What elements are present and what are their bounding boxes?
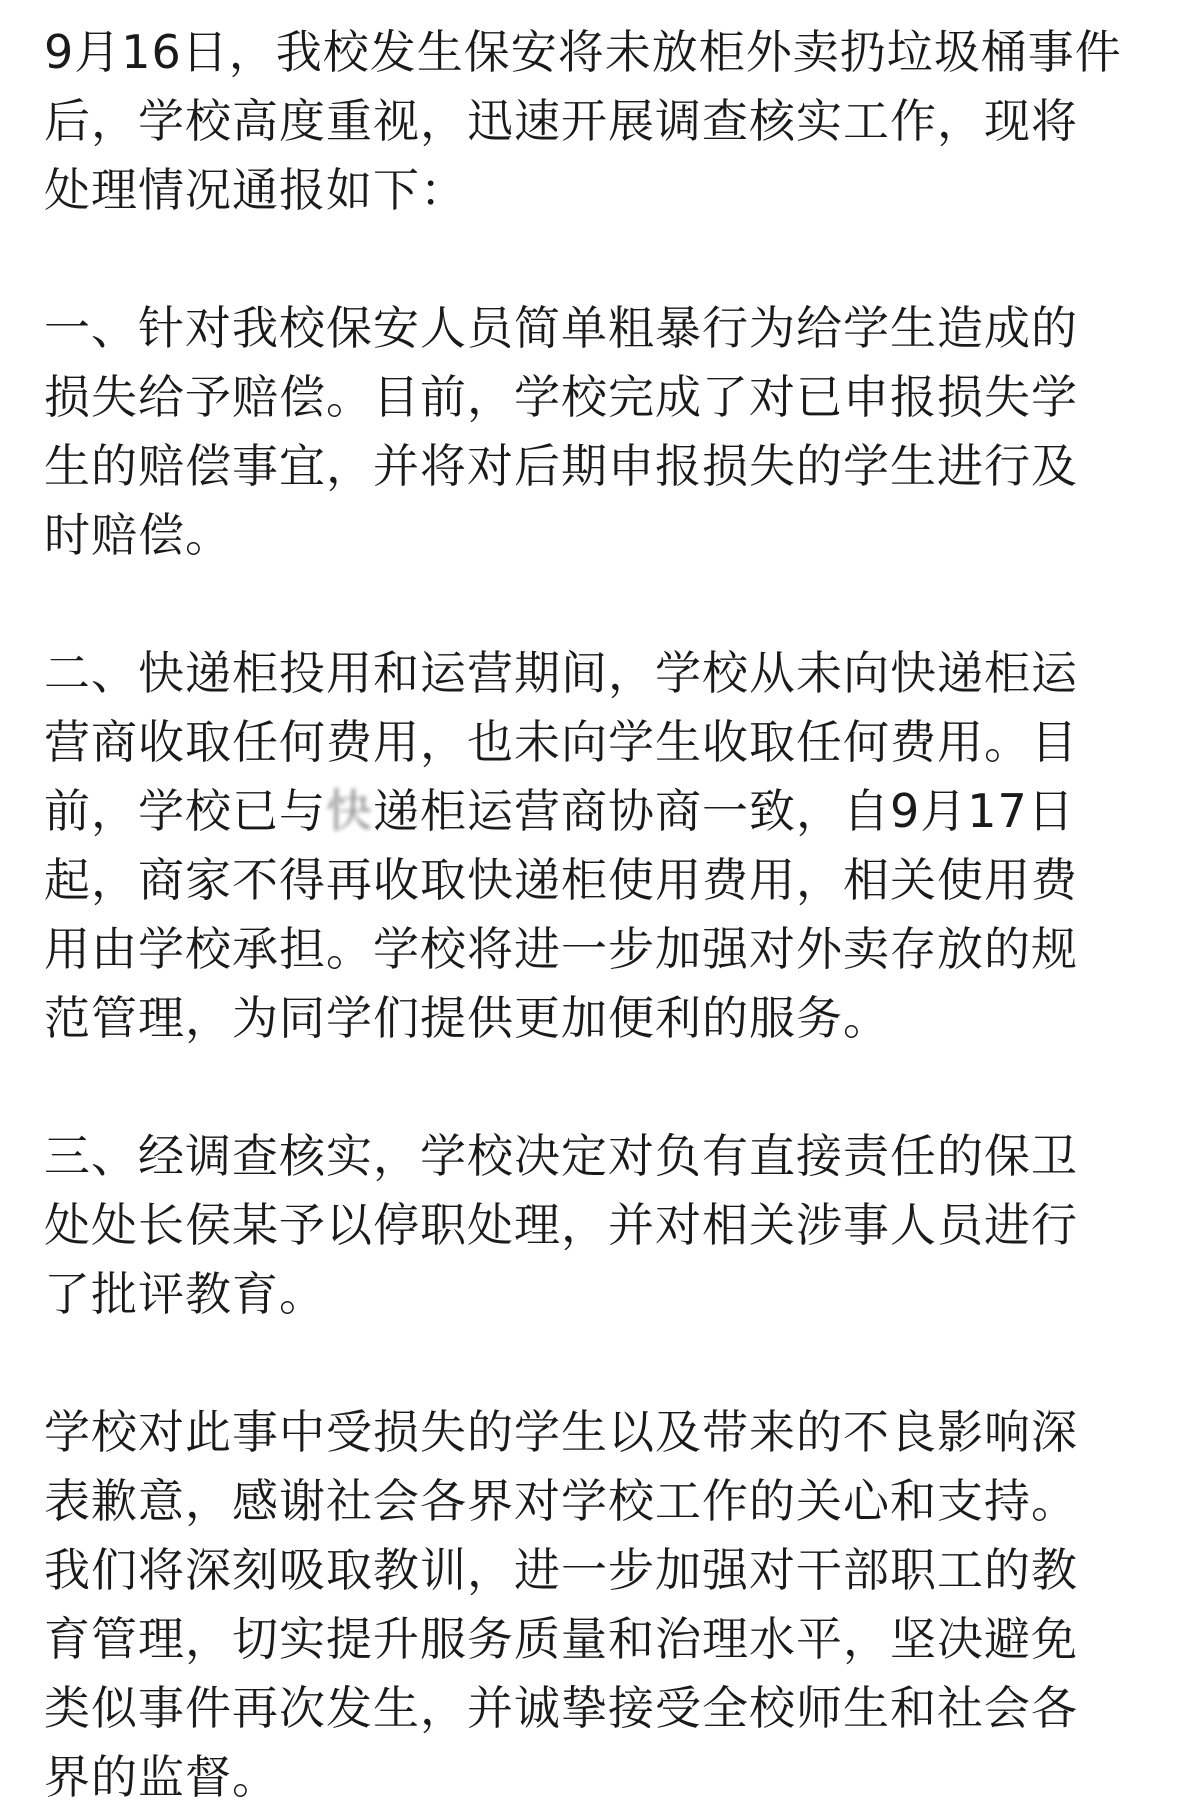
closing-line-3: 我们将深刻吸取教训，进一步加强对干部职工的教 xyxy=(44,1543,1078,1597)
section2-line-6: 范管理，为同学们提供更加便利的服务。 xyxy=(44,991,890,1045)
section3-line-2: 处处长侯某予以停职处理，并对相关涉事人员进行 xyxy=(44,1198,1078,1252)
intro-line-1: 9月16日，我校发生保安将未放柜外卖扔垃圾桶事件 xyxy=(44,25,1122,79)
section2-line-3-end: 递柜运营商协商一致，自9月17日 xyxy=(373,784,1075,838)
closing-line-5: 类似事件再次发生，并诚挚接受全校师生和社会各 xyxy=(44,1681,1078,1735)
paragraph-gap xyxy=(44,1053,1144,1122)
paragraph-gap xyxy=(44,225,1144,294)
blurred-text: 快 xyxy=(326,784,373,838)
closing-line-6-cut: 界的监督。 xyxy=(44,1750,279,1804)
paragraph-gap xyxy=(44,570,1144,639)
section1-line-1: 一、针对我校保安人员简单粗暴行为给学生造成的 xyxy=(44,301,1078,355)
section2-line-2: 营商收取任何费用，也未向学生收取任何费用。目 xyxy=(44,715,1078,769)
section2-line-3-start: 前，学校已与 xyxy=(44,784,326,838)
closing-line-1: 学校对此事中受损失的学生以及带来的不良影响深 xyxy=(44,1405,1078,1459)
closing-line-4: 育管理，切实提升服务质量和治理水平，坚决避免 xyxy=(44,1612,1078,1666)
intro-line-2: 后，学校高度重视，迅速开展调查核实工作，现将 xyxy=(44,94,1078,148)
section2-line-3 xyxy=(44,777,1144,846)
intro-line-3: 处理情况通报如下： xyxy=(44,163,467,217)
section2-line-4: 起，商家不得再收取快递柜使用费用，相关使用费 xyxy=(44,853,1078,907)
section2-line-1: 二、快递柜投用和运营期间，学校从未向快递柜运 xyxy=(44,646,1078,700)
paragraph-gap xyxy=(44,1329,1144,1398)
section3-line-3: 了批评教育。 xyxy=(44,1267,326,1321)
section1-line-2: 损失给予赔偿。目前，学校完成了对已申报损失学 xyxy=(44,370,1078,424)
section1-line-3: 生的赔偿事宜，并将对后期申报损失的学生进行及 xyxy=(44,439,1078,493)
announcement-text xyxy=(44,18,1144,1812)
section3-line-1: 三、经调查核实，学校决定对负有直接责任的保卫 xyxy=(44,1129,1078,1183)
section2-line-5: 用由学校承担。学校将进一步加强对外卖存放的规 xyxy=(44,922,1078,976)
closing-line-2: 表歉意，感谢社会各界对学校工作的关心和支持。 xyxy=(44,1474,1078,1528)
section1-line-4: 时赔偿。 xyxy=(44,508,232,562)
